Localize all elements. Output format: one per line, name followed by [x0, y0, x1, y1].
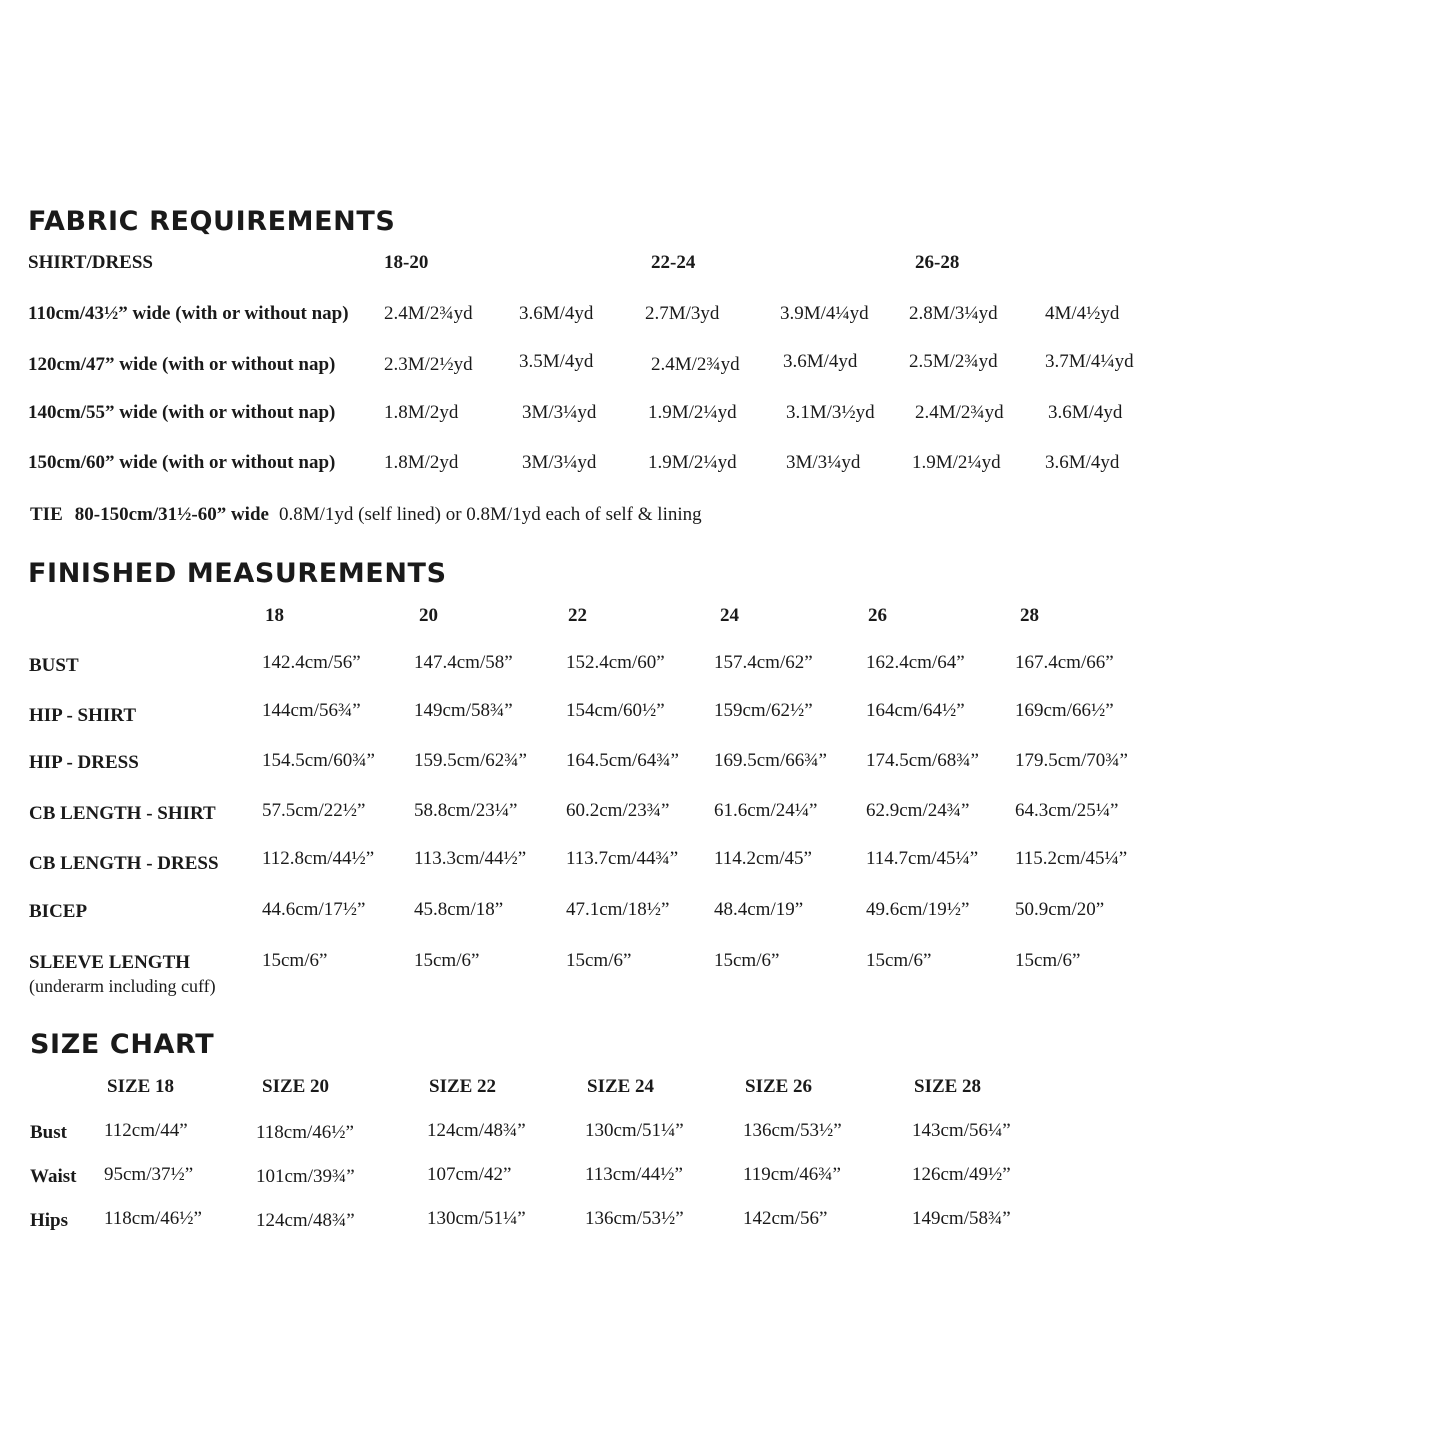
tie-requirement: 0.8M/1yd (self lined) or 0.8M/1yd each of self & lining — [278, 504, 702, 525]
size-chart-column-header: SIZE 18 — [107, 1076, 175, 1097]
size-chart-value: 124cm/48¾” — [256, 1210, 355, 1231]
measurement-value: 162.4cm/64” — [866, 652, 965, 673]
measurement-value: 15cm/6” — [566, 950, 632, 971]
size-chart-value: 95cm/37½” — [104, 1164, 194, 1185]
size-chart-column-header: SIZE 22 — [429, 1076, 497, 1097]
fabric-value: 3.6M/4yd — [1045, 452, 1120, 473]
size-column-header: 22 — [568, 605, 587, 626]
measurement-value: 113.3cm/44½” — [414, 848, 527, 869]
measurement-value: 154.5cm/60¾” — [262, 750, 375, 771]
measurement-value: 167.4cm/66” — [1015, 652, 1114, 673]
fabric-value: 3.6M/4yd — [519, 303, 594, 324]
measurement-value: 159.5cm/62¾” — [414, 750, 527, 771]
body-measure-label: Waist — [30, 1166, 77, 1187]
measurement-value: 157.4cm/62” — [714, 652, 813, 673]
measurement-value: 15cm/6” — [262, 950, 328, 971]
measurement-value: 15cm/6” — [1015, 950, 1081, 971]
measurement-value: 15cm/6” — [714, 950, 780, 971]
fabric-width-label: 120cm/47” wide (with or without nap) — [28, 354, 336, 375]
size-group-header: 26-28 — [915, 252, 960, 273]
measurement-value: 15cm/6” — [414, 950, 480, 971]
size-chart-value: 113cm/44½” — [585, 1164, 683, 1185]
tie-label: TIE — [30, 504, 63, 525]
fabric-value: 2.8M/3¼yd — [909, 303, 998, 324]
size-chart-value: 136cm/53½” — [585, 1208, 684, 1229]
size-chart-value: 143cm/56¼” — [912, 1120, 1011, 1141]
fabric-value: 2.7M/3yd — [645, 303, 720, 324]
measurement-value: 154cm/60½” — [566, 700, 665, 721]
measurement-value: 44.6cm/17½” — [262, 899, 366, 920]
measurement-value: 144cm/56¾” — [262, 700, 361, 721]
fabric-value: 1.8M/2yd — [384, 402, 459, 423]
measurement-value: 45.8cm/18” — [414, 899, 504, 920]
measurement-value: 57.5cm/22½” — [262, 800, 366, 821]
measurement-value: 115.2cm/45¼” — [1015, 848, 1128, 869]
measurement-value: 164cm/64½” — [866, 700, 965, 721]
measurement-sublabel: (underarm including cuff) — [29, 976, 216, 996]
measurement-value: 142.4cm/56” — [262, 652, 361, 673]
measurement-value: 113.7cm/44¾” — [566, 848, 679, 869]
measurement-value: 62.9cm/24¾” — [866, 800, 970, 821]
fabric-value: 3M/3¼yd — [786, 452, 861, 473]
fabric-value: 3M/3¼yd — [522, 402, 597, 423]
fabric-value: 3.9M/4¼yd — [780, 303, 869, 324]
measurement-value: 64.3cm/25¼” — [1015, 800, 1119, 821]
measurement-value: 15cm/6” — [866, 950, 932, 971]
size-chart-value: 149cm/58¾” — [912, 1208, 1011, 1229]
fabric-value: 3M/3¼yd — [522, 452, 597, 473]
fabric-value: 3.5M/4yd — [519, 351, 594, 372]
measurement-value: 60.2cm/23¾” — [566, 800, 670, 821]
fabric-value: 3.1M/3½yd — [786, 402, 875, 423]
size-chart-value: 126cm/49½” — [912, 1164, 1011, 1185]
measurement-label: BUST — [29, 655, 79, 676]
fabric-value: 4M/4½yd — [1045, 303, 1120, 324]
measurement-value: 147.4cm/58” — [414, 652, 513, 673]
size-chart-column-header: SIZE 24 — [587, 1076, 655, 1097]
fabric-value: 2.4M/2¾yd — [915, 402, 1004, 423]
measurement-value: 114.2cm/45” — [714, 848, 812, 869]
fabric-value: 2.5M/2¾yd — [909, 351, 998, 372]
measurement-label: BICEP — [29, 901, 88, 922]
measurement-value: 114.7cm/45¼” — [866, 848, 979, 869]
fabric-value: 1.9M/2¼yd — [648, 452, 737, 473]
size-column-header: 26 — [868, 605, 887, 626]
measurement-value: 47.1cm/18½” — [566, 899, 670, 920]
measurement-value: 152.4cm/60” — [566, 652, 665, 673]
size-column-header: 20 — [419, 605, 438, 626]
fabric-value: 3.6M/4yd — [1048, 402, 1123, 423]
body-measure-label: Bust — [30, 1122, 67, 1143]
measurement-label: HIP - SHIRT — [29, 705, 137, 726]
measurement-label: CB LENGTH - SHIRT — [29, 803, 216, 824]
measurement-label: CB LENGTH - DRESS — [29, 853, 219, 874]
measurement-value: 164.5cm/64¾” — [566, 750, 679, 771]
measurement-value: 50.9cm/20” — [1015, 899, 1105, 920]
measurement-value: 169.5cm/66¾” — [714, 750, 827, 771]
size-chart-heading: SIZE CHART — [30, 1029, 215, 1060]
size-chart-value: 118cm/46½” — [104, 1208, 202, 1229]
measurement-value: 174.5cm/68¾” — [866, 750, 979, 771]
size-chart-column-header: SIZE 26 — [745, 1076, 813, 1097]
size-chart-value: 112cm/44” — [104, 1120, 188, 1141]
fabric-value: 2.4M/2¾yd — [384, 303, 473, 324]
size-column-header: 28 — [1020, 605, 1039, 626]
tie-width: 80-150cm/31½-60” wide — [74, 504, 269, 525]
fabric-width-label: 110cm/43½” wide (with or without nap) — [28, 303, 349, 324]
size-chart-value: 136cm/53½” — [743, 1120, 842, 1141]
measurement-value: 112.8cm/44½” — [262, 848, 375, 869]
measurement-value: 169cm/66½” — [1015, 700, 1114, 721]
fabric-value: 3.6M/4yd — [783, 351, 858, 372]
fabric-value: 2.4M/2¾yd — [651, 354, 740, 375]
size-chart-column-header: SIZE 20 — [262, 1076, 330, 1097]
measurement-value: 179.5cm/70¾” — [1015, 750, 1128, 771]
fabric-value: 1.9M/2¼yd — [912, 452, 1001, 473]
size-column-header: 24 — [720, 605, 739, 626]
fabric-value: 3.7M/4¼yd — [1045, 351, 1134, 372]
measurement-label: SLEEVE LENGTH — [29, 952, 191, 973]
fabric-width-label: 140cm/55” wide (with or without nap) — [28, 402, 336, 423]
body-measure-label: Hips — [30, 1210, 69, 1231]
shirt-dress-header: SHIRT/DRESS — [28, 252, 153, 273]
fabric-value: 1.8M/2yd — [384, 452, 459, 473]
size-group-header: 22-24 — [651, 252, 696, 273]
size-chart-value: 107cm/42” — [427, 1164, 512, 1185]
size-chart-column-header: SIZE 28 — [914, 1076, 982, 1097]
size-chart-value: 119cm/46¾” — [743, 1164, 841, 1185]
measurement-value: 58.8cm/23¼” — [414, 800, 518, 821]
size-chart-value: 124cm/48¾” — [427, 1120, 526, 1141]
size-chart-value: 142cm/56” — [743, 1208, 828, 1229]
tie-line — [30, 504, 702, 526]
fabric-value: 1.9M/2¼yd — [648, 402, 737, 423]
fabric-requirements-heading: FABRIC REQUIREMENTS — [28, 206, 396, 237]
size-chart-value: 130cm/51¼” — [585, 1120, 684, 1141]
finished-measurements-heading: FINISHED MEASUREMENTS — [28, 558, 447, 589]
size-chart-value: 130cm/51¼” — [427, 1208, 526, 1229]
measurement-label: HIP - DRESS — [29, 752, 139, 773]
measurement-value: 48.4cm/19” — [714, 899, 804, 920]
measurement-value: 49.6cm/19½” — [866, 899, 970, 920]
measurement-value: 159cm/62½” — [714, 700, 813, 721]
fabric-value: 2.3M/2½yd — [384, 354, 473, 375]
size-column-header: 18 — [265, 605, 284, 626]
size-chart-value: 101cm/39¾” — [256, 1166, 355, 1187]
fabric-width-label: 150cm/60” wide (with or without nap) — [28, 452, 336, 473]
size-chart-value: 118cm/46½” — [256, 1122, 354, 1143]
measurement-value: 61.6cm/24¼” — [714, 800, 818, 821]
size-group-header: 18-20 — [384, 252, 429, 273]
measurement-value: 149cm/58¾” — [414, 700, 513, 721]
